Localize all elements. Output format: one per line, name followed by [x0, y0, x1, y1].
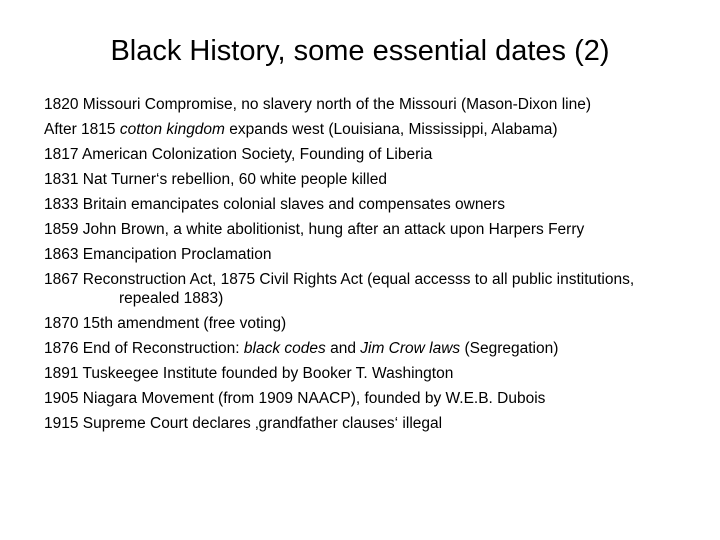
list-item	[44, 220, 684, 239]
list-item	[44, 364, 684, 383]
entry-text: Niagara Movement (from 1909 NAACP), founded by W.E.B. Dubois	[82, 390, 546, 407]
entry-date: 1820	[44, 96, 79, 113]
entry-text: Tuskeegee Institute founded by Booker T. Washington	[82, 365, 454, 382]
list-item	[44, 314, 684, 333]
entry-text: John Brown, a white abolitionist, hung after an attack upon Harpers Ferry	[82, 221, 585, 238]
list-item	[44, 170, 684, 189]
entry-date: 1876	[44, 340, 79, 357]
entry-date: 1905	[44, 390, 79, 407]
list-item	[44, 120, 684, 139]
list-item	[44, 145, 684, 164]
entry-emphasis: black codes	[243, 340, 326, 357]
entry-text: (Segregation)	[460, 340, 559, 357]
list-item	[44, 339, 684, 358]
entry-text: End of Reconstruction:	[82, 340, 244, 357]
list-item	[44, 414, 684, 433]
entry-date: 1863	[44, 246, 79, 263]
list-item	[44, 389, 684, 408]
entry-date: After 1815	[44, 121, 116, 138]
entry-date: 1831	[44, 171, 79, 188]
entry-text: Reconstruction Act, 1875 Civil Rights Act (equal accesss to all public institutions, repealed 1883)	[82, 271, 635, 307]
slide-title: Black History, some essential dates (2)	[110, 35, 610, 67]
entry-date: 1817	[44, 146, 79, 163]
entry-date: 1867	[44, 271, 79, 288]
entry-text: expands west (Louisiana, Mississippi, Alabama)	[224, 121, 558, 138]
entry-text: American Colonization Society, Founding of Liberia	[81, 146, 433, 163]
list-item	[44, 270, 684, 308]
entry-emphasis: Jim Crow laws	[360, 340, 461, 357]
entry-text: Emancipation Proclamation	[82, 246, 272, 263]
list-item	[44, 195, 684, 214]
entry-date: 1859	[44, 221, 79, 238]
entry-date: 1833	[44, 196, 79, 213]
entry-text: Nat Turner‘s rebellion, 60 white people killed	[82, 171, 387, 188]
list-item	[44, 95, 684, 114]
entry-text: Britain emancipates colonial slaves and compensates owners	[82, 196, 505, 213]
entry-text: Supreme Court declares ‚grandfather clauses‘ illegal	[82, 415, 443, 432]
entry-text: and	[325, 340, 361, 357]
entry-text: Missouri Compromise, no slavery north of the Missouri (Mason-Dixon line)	[82, 96, 592, 113]
entry-text: 15th amendment (free voting)	[82, 315, 287, 332]
entry-date: 1891	[44, 365, 79, 382]
entry-emphasis: cotton kingdom	[119, 121, 225, 138]
dates-list	[44, 95, 684, 439]
list-item	[44, 245, 684, 264]
entry-date: 1870	[44, 315, 79, 332]
entry-date: 1915	[44, 415, 79, 432]
